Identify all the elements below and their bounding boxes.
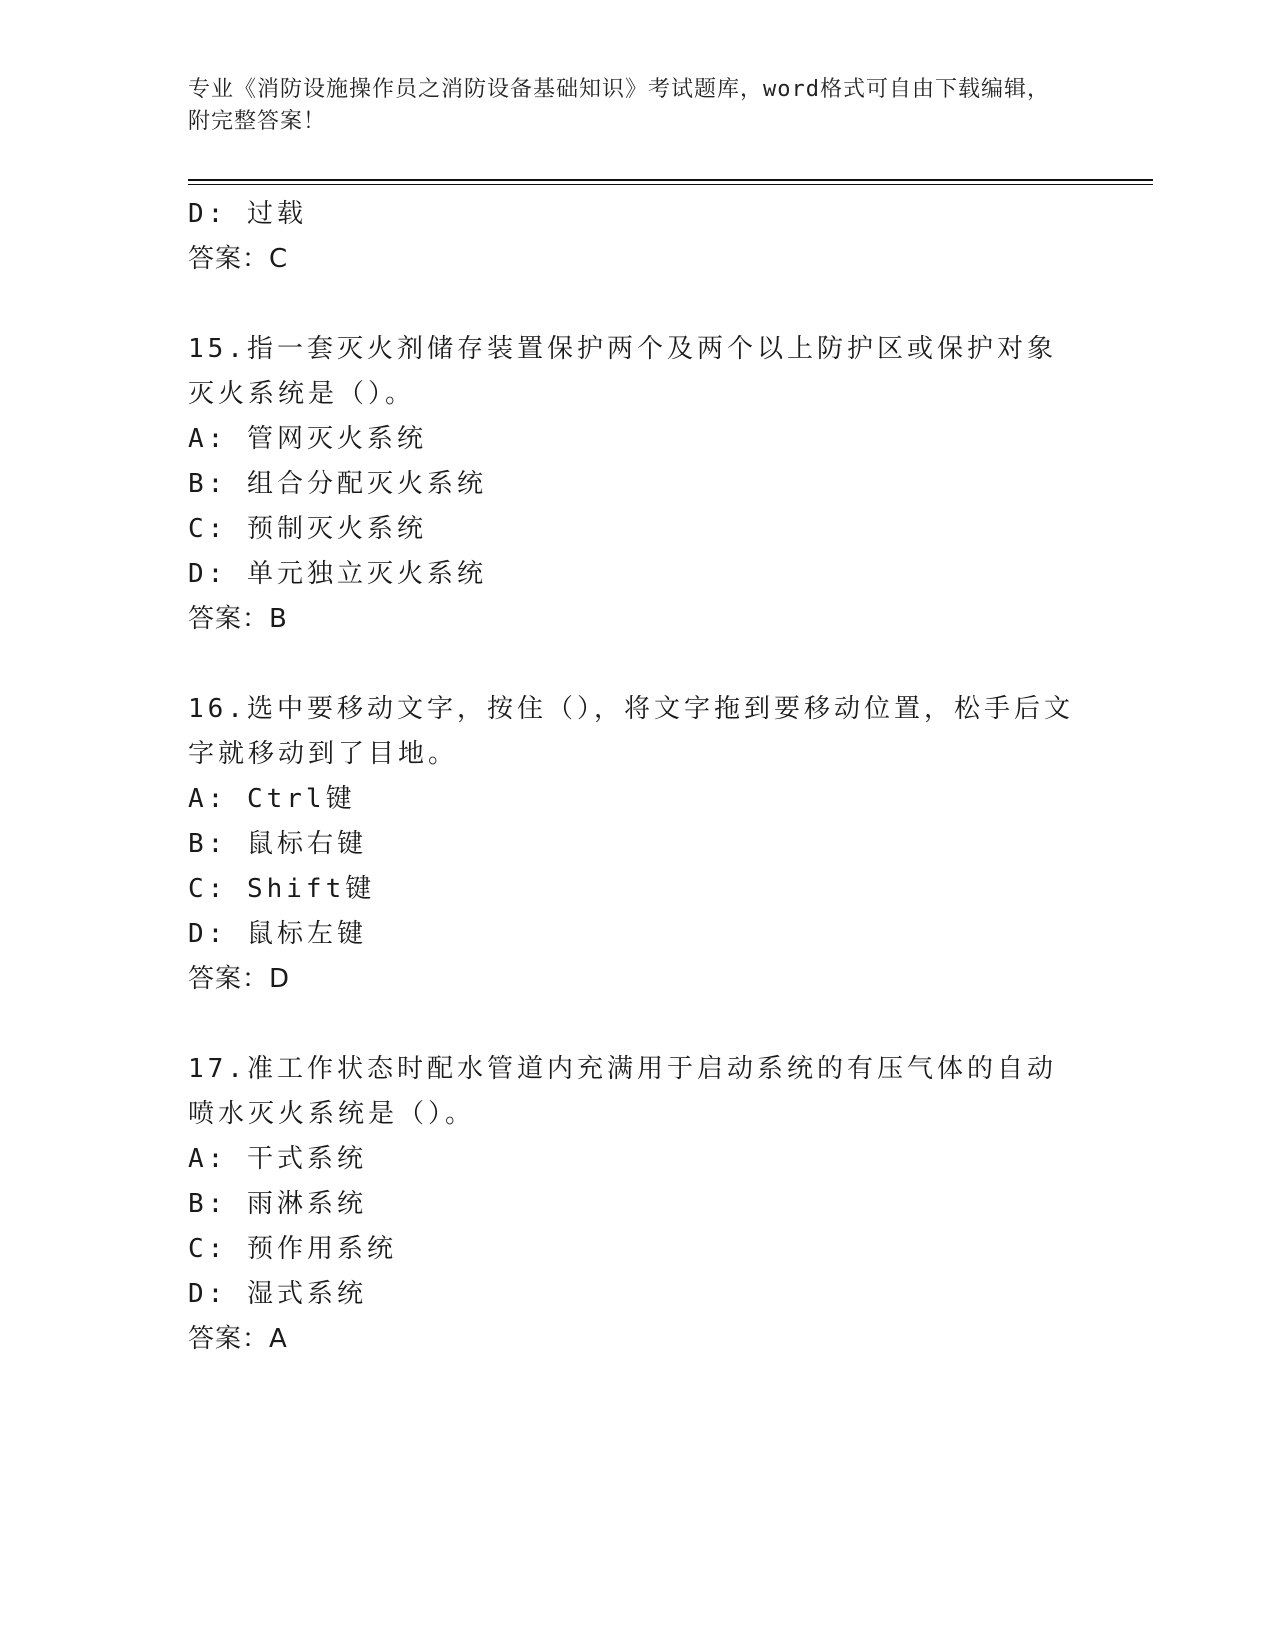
answer: 答案：B (188, 604, 288, 634)
question-17 (188, 1047, 1088, 1362)
question-15 (188, 327, 1088, 642)
answer: 答案：D (188, 964, 291, 994)
option-d: D: 单元独立灭火系统 (188, 559, 487, 589)
question-text: 16.选中要移动文字，按住（），将文字拖到要移动位置，松手后文字就移动到了目地。 (188, 694, 1074, 769)
carryover-answer: 答案：C (188, 244, 289, 274)
answer: 答案：A (188, 1324, 288, 1354)
option-a: A: 管网灭火系统 (188, 424, 427, 454)
option-c: C: 预作用系统 (188, 1234, 397, 1264)
option-b: B: 组合分配灭火系统 (188, 469, 487, 499)
question-text: 15.指一套灭火剂储存装置保护两个及两个以上防护区或保护对象灭火系统是（）。 (188, 334, 1057, 409)
option-a: A: 干式系统 (188, 1144, 367, 1174)
header-rule-thin (188, 184, 1153, 185)
spacer (188, 282, 1088, 327)
option-b: B: 雨淋系统 (188, 1189, 367, 1219)
option-a: A: Ctrl键 (188, 784, 356, 814)
question-text: 17.准工作状态时配水管道内充满用于启动系统的有压气体的自动喷水灭火系统是（）。 (188, 1054, 1057, 1129)
option-c: C: 预制灭火系统 (188, 514, 427, 544)
question-content (188, 192, 1088, 1362)
carryover-option-d: D: 过载 (188, 199, 307, 229)
question-16 (188, 687, 1088, 1002)
option-d: D: 鼠标左键 (188, 919, 367, 949)
option-d: D: 湿式系统 (188, 1279, 367, 1309)
document-header: 专业《消防设施操作员之消防设备基础知识》考试题库，word格式可自由下载编辑，附完整答案！ (188, 77, 1050, 134)
header-rule-thick (188, 179, 1153, 181)
spacer (188, 1002, 1088, 1047)
spacer (188, 642, 1088, 687)
option-c: C: Shift键 (188, 874, 376, 904)
option-b: B: 鼠标右键 (188, 829, 367, 859)
